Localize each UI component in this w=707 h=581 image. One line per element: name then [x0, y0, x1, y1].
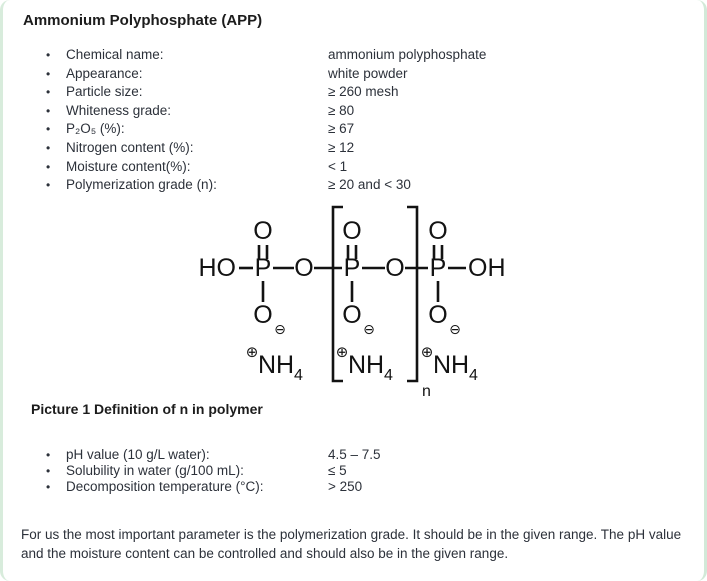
property-row — [46, 447, 704, 463]
minus-charge-icon: ⊖ — [274, 321, 286, 338]
atom-subscript-4: 4 — [384, 366, 393, 384]
minus-charge-icon: ⊖ — [449, 321, 461, 338]
atom-label-O-minus: O — [253, 300, 273, 329]
atom-label-O-minus: O — [342, 300, 362, 329]
right-bracket — [407, 207, 417, 381]
atom-label-NH: NH — [258, 350, 295, 379]
bullet-icon: • — [46, 85, 51, 100]
property-label: Polymerization grade (n): — [66, 177, 217, 193]
property-row — [46, 120, 704, 139]
atom-label-NH: NH — [348, 350, 385, 379]
property-label: Chemical name: — [66, 47, 164, 62]
atom-label-OH: OH — [468, 253, 506, 282]
property-label: Solubility in water (g/100 mL): — [66, 462, 244, 478]
bullet-icon: • — [46, 463, 51, 478]
bullet-icon: • — [46, 122, 51, 137]
property-value: ≤ 5 — [328, 462, 347, 478]
atom-label-P: P — [429, 253, 447, 282]
property-label: Nitrogen content (%): — [66, 139, 194, 155]
bullet-icon: • — [46, 66, 51, 81]
atom-label-O-link: O — [294, 253, 314, 282]
property-value: ≥ 12 — [328, 139, 355, 155]
property-row — [46, 176, 704, 195]
bullet-icon: • — [46, 447, 51, 462]
property-row — [46, 46, 704, 65]
property-label: P₂O₅ (%): — [66, 121, 125, 137]
footer-note: For us the most important parameter is the polymerization grade. It should be in the given range. The pH value and the moisture content can be controlled and should also be in the given range. — [21, 527, 682, 561]
property-value: ≥ 80 — [328, 102, 355, 118]
plus-charge-icon: ⊕ — [245, 342, 259, 361]
bullet-icon: • — [46, 178, 51, 193]
repeat-subscript-n: n — [422, 382, 431, 399]
property-row — [46, 83, 704, 102]
atom-subscript-4: 4 — [294, 366, 303, 384]
properties-list-bottom — [46, 447, 704, 496]
atom-label-O-top: O — [342, 216, 362, 245]
property-row — [46, 65, 704, 84]
property-value: white powder — [328, 65, 408, 81]
atom-label-HO: HO — [198, 253, 236, 282]
property-label: Moisture content(%): — [66, 158, 191, 174]
property-label: pH value (10 g/L water): — [66, 446, 210, 462]
property-value: ≥ 20 and < 30 — [328, 177, 411, 193]
atom-subscript-4: 4 — [469, 366, 478, 384]
property-label: Whiteness grade: — [66, 102, 172, 118]
atom-label-O-link: O — [385, 253, 405, 282]
minus-charge-icon: ⊖ — [363, 321, 375, 338]
plus-charge-icon: ⊕ — [335, 342, 349, 361]
property-value: > 250 — [328, 479, 363, 495]
property-row — [46, 479, 704, 495]
page-title: Ammonium Polyphosphate (APP) — [23, 12, 263, 29]
plus-charge-icon: ⊕ — [420, 342, 434, 361]
bullet-icon: • — [46, 140, 51, 155]
atom-label-NH: NH — [433, 350, 470, 379]
bullet-icon: • — [46, 103, 51, 118]
property-value: ≥ 67 — [328, 121, 355, 137]
property-value: ≥ 260 mesh — [328, 84, 399, 100]
property-label: Decomposition temperature (°C): — [66, 479, 264, 495]
chemical-structure-figure — [196, 201, 516, 399]
polyphosphate-structure-diagram — [196, 201, 516, 399]
atom-label-P: P — [254, 253, 272, 282]
property-value: 4.5 – 7.5 — [328, 446, 381, 462]
atom-label-P: P — [343, 253, 361, 282]
property-value: < 1 — [328, 158, 348, 174]
atom-label-O-top: O — [253, 216, 273, 245]
property-row — [46, 463, 704, 479]
bullet-icon: • — [46, 48, 51, 62]
property-label: Appearance: — [66, 65, 143, 81]
property-label: Particle size: — [66, 84, 143, 100]
properties-list-top — [46, 46, 704, 195]
property-row — [46, 158, 704, 177]
atom-label-O-minus: O — [428, 300, 448, 329]
property-value: ammonium polyphosphate — [328, 47, 487, 62]
bullet-icon: • — [46, 480, 51, 495]
atom-label-O-top: O — [428, 216, 448, 245]
figure-caption: Picture 1 Definition of n in polymer — [31, 400, 263, 417]
bullet-icon: • — [46, 159, 51, 174]
property-row — [46, 139, 704, 158]
property-row — [46, 102, 704, 121]
